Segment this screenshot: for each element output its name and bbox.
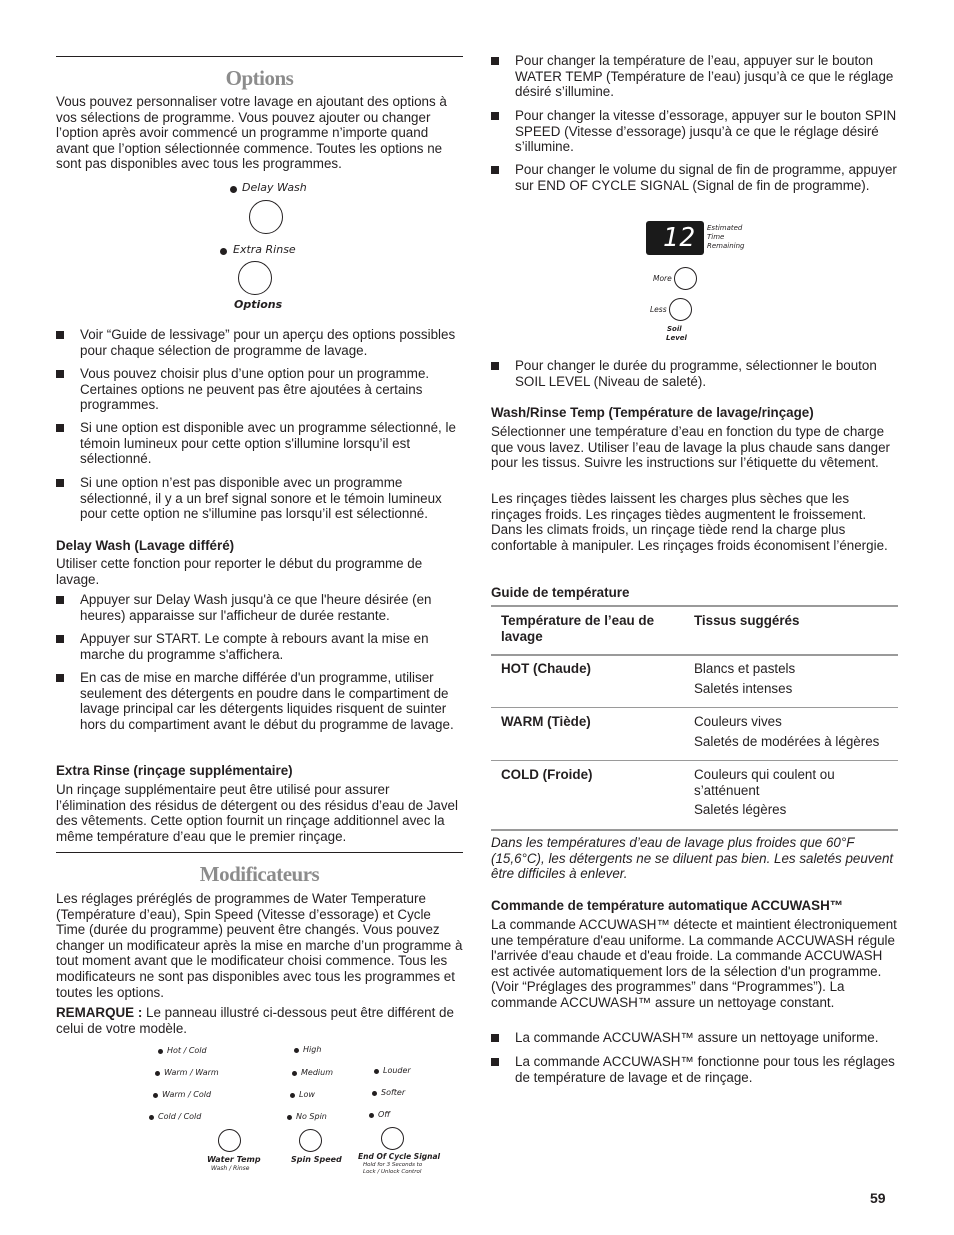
bullet-square-icon bbox=[491, 1034, 499, 1042]
delay-wash-button[interactable] bbox=[249, 200, 283, 234]
louder-label: Louder bbox=[383, 1066, 411, 1075]
options-panel-figure bbox=[206, 180, 346, 320]
display-digits: 12 bbox=[662, 223, 696, 253]
bullet-square-icon bbox=[491, 1058, 499, 1066]
temperature-guide-heading: Guide de température bbox=[491, 585, 630, 600]
end-of-cycle-signal-button[interactable] bbox=[381, 1127, 404, 1150]
spin-speed-button[interactable] bbox=[299, 1129, 322, 1152]
wash-rinse-temp-text: Sélectionner une température d’eau en fonction du type de charge que vous lavez. Utiliser l’eau de lavage la plus chaude sans danger pour les tissus. Suivre les instructions sur l’étiquette du vêtement. bbox=[491, 424, 890, 471]
remark-text: Le panneau illustré ci-dessous peut être différent de celui de votre modèle. bbox=[56, 1005, 454, 1036]
modifiers-title: Modificateurs bbox=[199, 862, 320, 886]
bullet-square-icon bbox=[56, 331, 64, 339]
off-indicator bbox=[369, 1113, 374, 1118]
bullet-square-icon bbox=[56, 674, 64, 682]
soil-less-button[interactable] bbox=[669, 298, 692, 321]
delay-wash-intro: Utiliser cette fonction pour reporter le début du programme de lavage. bbox=[56, 556, 423, 587]
column-header-temperature: Température de l’eau de lavage bbox=[501, 613, 655, 644]
bullet-square-icon bbox=[491, 57, 499, 65]
no-spin-label: No Spin bbox=[296, 1112, 327, 1121]
warm-cold-label: Warm / Cold bbox=[162, 1090, 212, 1099]
hot-cold-indicator bbox=[158, 1049, 163, 1054]
table-rule bbox=[491, 707, 898, 708]
warm-rinse-text: Les rinçages tièdes laissent les charges plus sèches que les rinçages froids. Les rinçages tièdes augmentent le froissement. Dans les climats froids, un rinçage tiède rend la charge plus confortable à manipuler. Les rinçages froids économisent l’énergie. bbox=[491, 491, 888, 553]
off-label: Off bbox=[378, 1110, 391, 1119]
extra-rinse-button[interactable] bbox=[238, 261, 272, 295]
low-indicator bbox=[290, 1093, 295, 1098]
high-label: High bbox=[303, 1045, 322, 1054]
softer-label: Softer bbox=[381, 1088, 406, 1097]
remaining-label: Remaining bbox=[707, 242, 745, 250]
cold-cold-label: Cold / Cold bbox=[158, 1112, 202, 1121]
bullet-square-icon bbox=[56, 596, 64, 604]
time-remaining-display bbox=[646, 221, 704, 255]
extra-rinse-heading: Extra Rinse (rinçage supplémentaire) bbox=[56, 763, 293, 778]
water-temp-label: Water Temp bbox=[207, 1155, 261, 1164]
hot-cold-label: Hot / Cold bbox=[167, 1046, 207, 1055]
lock-unlock-label: Lock / Unlock Control bbox=[363, 1169, 422, 1175]
table-rule bbox=[491, 654, 898, 656]
water-temp-button[interactable] bbox=[218, 1129, 241, 1152]
bullet-square-icon bbox=[491, 112, 499, 120]
table-rule bbox=[491, 829, 898, 831]
extra-rinse-text: Un rinçage supplémentaire peut être utilisé pour assurer l’élimination des résidus de détergent ou des résidus d’eau de Javel des vêtements. Cette option fournit un rinçage additionnel avec la même température d’eau que le premier rinçage. bbox=[56, 782, 458, 844]
section-rule bbox=[56, 852, 463, 853]
end-of-cycle-signal-label: End Of Cycle Signal bbox=[358, 1152, 441, 1161]
warm-warm-indicator bbox=[155, 1071, 160, 1076]
page-number: 59 bbox=[870, 1190, 886, 1206]
accuwash-heading: Commande de température automatique ACCUWASH™ bbox=[491, 898, 844, 913]
cold-cold-indicator bbox=[149, 1115, 154, 1120]
modifiers-text: Les réglages préréglés de programmes de Water Temperature (Température d’eau), Spin Speed (Vitesse d’essorage) et Cycle Time (durée du programme) peuvent être changés. Vous pouvez changer un modificateur après la mise en marche d’un programme à tout moment avant que le modificateur choisi commence. Tous les modificateurs ne sont pas disponibles avec tous les programmes et toutes les options. bbox=[56, 891, 463, 1000]
extra-rinse-label: Extra Rinse bbox=[233, 243, 296, 256]
low-label: Low bbox=[299, 1090, 315, 1099]
accuwash-text: La commande ACCUWASH™ détecte et maintient électroniquement une température d'eau uniforme. La commande ACCUWASH régule l'arrivée d'eau chaude et d'eau froide. La commande ACCUWASH est activée automatiquement lors de la sélection d'un programme. (Voir “Préglages des programmes” dans “Programmes”). La commande ACCUWASH™ assure un nettoyage constant. bbox=[491, 917, 897, 1010]
medium-indicator bbox=[292, 1071, 297, 1076]
softer-indicator bbox=[372, 1091, 377, 1096]
section-rule bbox=[56, 56, 463, 57]
options-caption: Options bbox=[234, 298, 283, 311]
less-label: Less bbox=[650, 305, 667, 314]
column-header-fabrics: Tissus suggérés bbox=[694, 613, 800, 628]
hold-label: Hold for 3 Seconds to bbox=[363, 1162, 423, 1168]
delay-wash-label: Delay Wash bbox=[242, 181, 307, 194]
options-title: Options bbox=[225, 66, 294, 90]
options-intro: Vous pouvez personnaliser votre lavage en ajoutant des options à vos sélections de programme. Vous pouvez ajouter ou changer l’option après avoir commencé un programme n’importe quand avant que l’option sélectionnée commence. Toutes les options ne sont pas disponibles avec tous les programmes. bbox=[56, 94, 447, 172]
bullet-square-icon bbox=[56, 635, 64, 643]
bullet-square-icon bbox=[56, 424, 64, 432]
more-label: More bbox=[653, 274, 672, 283]
high-indicator bbox=[294, 1048, 299, 1053]
table-note: Dans les températures d’eau de lavage plus froides que 60°F (15,6°C), les détergents ne se diluent pas bien. Les saletés peuvent être difficiles à enlever. bbox=[491, 835, 894, 882]
time-label: Time bbox=[707, 233, 725, 241]
remark-label: REMARQUE : bbox=[56, 1005, 143, 1020]
soil-label: Soil bbox=[667, 325, 682, 333]
no-spin-indicator bbox=[287, 1115, 292, 1120]
medium-label: Medium bbox=[301, 1068, 333, 1077]
level-label: Level bbox=[666, 334, 687, 342]
wash-rinse-temp-heading: Wash/Rinse Temp (Température de lavage/rinçage) bbox=[491, 405, 814, 420]
estimated-label: Estimated bbox=[707, 224, 743, 232]
louder-indicator bbox=[374, 1069, 379, 1074]
bullet-square-icon bbox=[56, 370, 64, 378]
spin-speed-label: Spin Speed bbox=[291, 1155, 342, 1164]
delay-wash-indicator bbox=[230, 186, 237, 193]
temperature-table: Température de l’eau de lavage Tissus suggérés HOT (Chaude) Blancs et pastels Saletés intenses WARM (Tiède) Couleurs vives Saletés de modérées à légères COLD (Froide) Couleurs qui coulent ou s’atténuent Saletés légères bbox=[491, 604, 898, 830]
extra-rinse-indicator bbox=[220, 248, 227, 255]
warm-cold-indicator bbox=[153, 1093, 158, 1098]
delay-wash-heading: Delay Wash (Lavage différé) bbox=[56, 538, 235, 553]
wash-rinse-label: Wash / Rinse bbox=[211, 1165, 250, 1172]
bullet-square-icon bbox=[56, 479, 64, 487]
bullet-square-icon bbox=[491, 166, 499, 174]
bullet-square-icon bbox=[491, 362, 499, 370]
warm-warm-label: Warm / Warm bbox=[164, 1068, 219, 1077]
remark-paragraph bbox=[56, 1005, 463, 1036]
soil-level-figure bbox=[641, 218, 761, 348]
soil-more-button[interactable] bbox=[674, 267, 697, 290]
table-rule bbox=[491, 760, 898, 761]
modifiers-panel-figure bbox=[144, 1040, 441, 1180]
table-rule bbox=[491, 605, 898, 607]
